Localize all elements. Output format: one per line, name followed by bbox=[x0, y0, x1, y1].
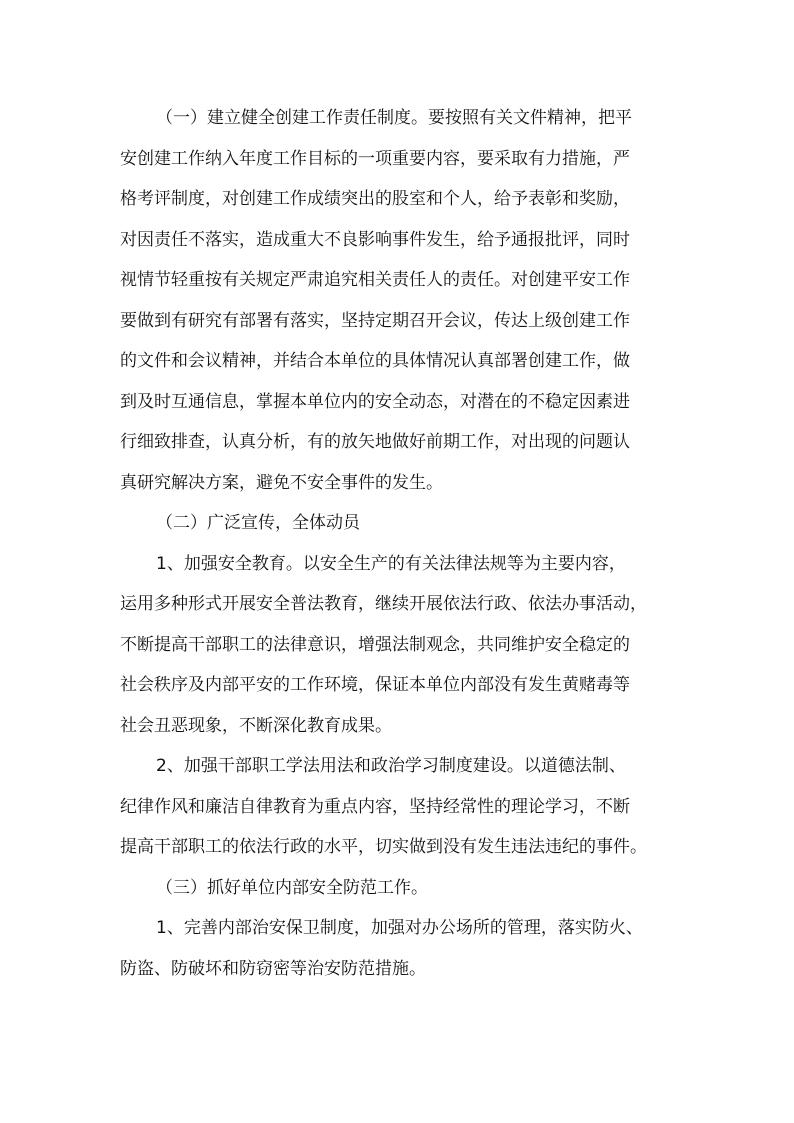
item-2-line: 2、加强干部职工学法用法和政治学习制度建设。以道德法制、 bbox=[156, 756, 626, 776]
paragraph-line: 运用多种形式开展安全普法教育，继续开展依法行政、依法办事活动， bbox=[120, 594, 647, 614]
paragraph-line: 的文件和会议精神，并结合本单位的具体情况认真部署创建工作，做 bbox=[120, 351, 630, 371]
paragraph-line: 格考评制度，对创建工作成绩突出的股室和个人，给予表彰和奖励， bbox=[120, 189, 630, 209]
paragraph-line: 社会秩序及内部平安的工作环境，保证本单位内部没有发生黄赌毒等 bbox=[120, 675, 630, 695]
section-3-heading: （三）抓好单位内部安全防范工作。 bbox=[156, 877, 428, 898]
section-1-heading-line: （一）建立健全创建工作责任制度。要按照有关文件精神，把平 bbox=[156, 108, 632, 128]
paragraph-line: 提高干部职工的依法行政的水平，切实做到没有发生违法违纪的事件。 bbox=[120, 837, 647, 857]
section-2-heading: （二）广泛宣传，全体动员 bbox=[156, 513, 360, 533]
paragraph-line: 安创建工作纳入年度工作目标的一项重要内容，要采取有力措施，严 bbox=[120, 148, 630, 169]
paragraph-line: 防盗、防破坏和防窃密等治安防范措施。 bbox=[120, 958, 426, 979]
paragraph-line: 视情节轻重按有关规定严肃追究相关责任人的责任。对创建平安工作 bbox=[120, 270, 630, 290]
paragraph-line: 要做到有研究有部署有落实，坚持定期召开会议，传达上级创建工作 bbox=[120, 310, 630, 331]
item-1-line: 1、加强安全教育。以安全生产的有关法律法规等为主要内容， bbox=[156, 553, 626, 574]
paragraph-line: 到及时互通信息，掌握本单位内的安全动态，对潜在的不稳定因素进 bbox=[120, 391, 630, 412]
document-body bbox=[120, 98, 680, 989]
paragraph-line: 不断提高干部职工的法律意识，增强法制观念，共同维护安全稳定的 bbox=[120, 634, 630, 655]
item-1-line: 1、完善内部治安保卫制度，加强对办公场所的管理，落实防火、 bbox=[156, 918, 643, 938]
paragraph-line: 纪律作风和廉洁自律教育为重点内容，坚持经常性的理论学习，不断 bbox=[120, 796, 630, 817]
paragraph-line: 社会丑恶现象，不断深化教育成果。 bbox=[120, 715, 392, 736]
paragraph-line: 对因责任不落实，造成重大不良影响事件发生，给予通报批评，同时 bbox=[120, 229, 630, 250]
paragraph-line: 真研究解决方案，避免不安全事件的发生。 bbox=[120, 472, 443, 493]
paragraph-line: 行细致排查，认真分析，有的放矢地做好前期工作，对出现的问题认 bbox=[120, 432, 630, 452]
